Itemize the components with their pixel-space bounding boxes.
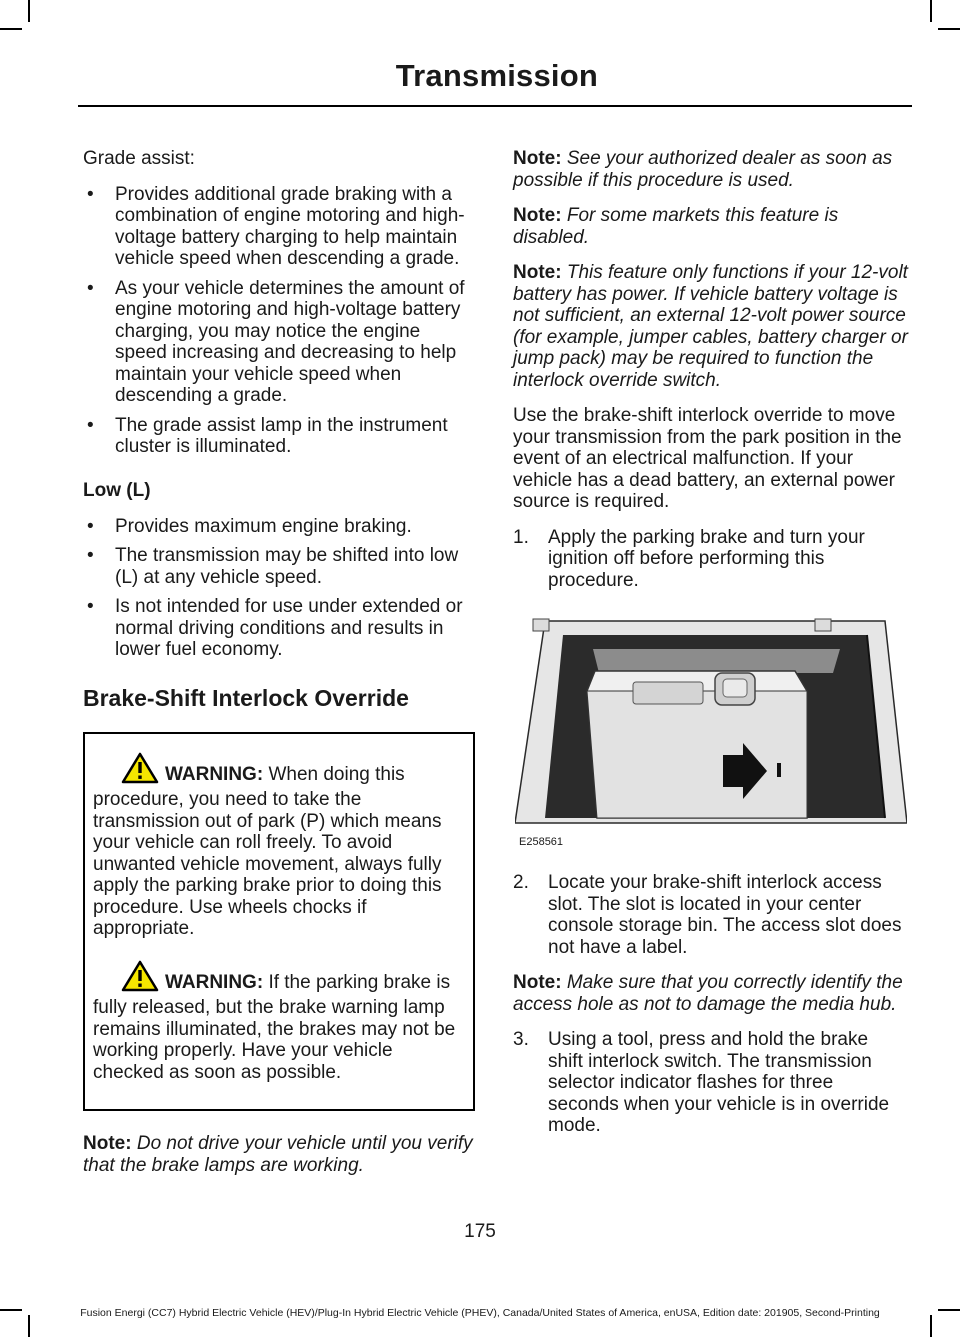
step-number: 3. — [513, 1029, 529, 1050]
note — [513, 972, 908, 1015]
warning-text: If the parking brake is fully released, but the brake warning lamp remains illuminated, the brakes may not be working properly. Have your vehicle checked as soon as possible. — [93, 971, 456, 1083]
header-divider — [78, 105, 912, 107]
right-column — [513, 148, 908, 1151]
list-item: • The grade assist lamp in the instrument cluster is illuminated. — [83, 415, 475, 458]
list-item: • Provides maximum engine braking. — [83, 516, 475, 538]
warning-paragraph — [93, 752, 465, 940]
warning-triangle-icon — [121, 960, 159, 998]
low-heading: Low (L) — [83, 479, 151, 501]
intro-paragraph: Use the brake-shift interlock override to move your transmission from the park position in the event of an electrical malfunction. If your vehicle has a dead battery, an external power source is required. — [513, 405, 902, 512]
note-text: For some markets this feature is disabled. — [513, 205, 839, 248]
note-label: Note: — [83, 1133, 132, 1154]
note-label: Note: — [513, 262, 562, 283]
list-item: • Provides additional grade braking with a combination of engine motoring and high-voltage battery charging to help maintain vehicle speed when descending a grade. — [83, 184, 475, 270]
note-text: Do not drive your vehicle until you verify that the brake lamps are working. — [83, 1133, 473, 1176]
left-column — [83, 148, 475, 1190]
crop-mark — [938, 28, 960, 30]
steps-list — [513, 527, 908, 592]
step-item — [513, 872, 908, 958]
warning-label: WARNING: — [165, 971, 264, 993]
note-label: Note: — [513, 972, 562, 993]
step-number: 1. — [513, 526, 529, 548]
footer-text: Fusion Energi (CC7) Hybrid Electric Vehicle (HEV)/Plug-In Hybrid Electric Vehicle (PHEV), Canada/United States of America, enUSA, Edition date: 201905, Second-Printing — [80, 1307, 880, 1319]
crop-mark — [0, 28, 22, 30]
steps-list — [513, 872, 908, 958]
page-number: 175 — [464, 1221, 496, 1242]
step-text: Using a tool, press and hold the brake shift interlock switch. The transmission selector indicator flashes for three seconds when your vehicle is in override mode. — [548, 1029, 890, 1136]
crop-mark — [28, 0, 30, 22]
note — [83, 1133, 475, 1176]
low-list — [83, 516, 475, 661]
step-item — [513, 1029, 908, 1137]
page-title: Transmission — [395, 58, 598, 93]
warning-box — [83, 732, 475, 1112]
step-item — [513, 527, 908, 592]
warning-paragraph — [93, 960, 465, 1084]
note-text: See your authorized dealer as soon as possible if this procedure is used. — [513, 148, 893, 191]
section-heading: Brake-Shift Interlock Override — [83, 684, 409, 711]
note-label: Note: — [513, 205, 562, 226]
warning-label: WARNING: — [165, 763, 264, 785]
list-item: • Is not intended for use under extended or normal driving conditions and results in lower fuel economy. — [83, 596, 475, 661]
console-storage-illustration — [515, 613, 907, 848]
list-item: • As your vehicle determines the amount of engine motoring and high-voltage battery charging, you may notice the engine speed increasing and decreasing to help maintain your vehicle speed when descending a grade. — [83, 278, 475, 407]
note-label: Note: — [513, 148, 562, 169]
console-illustration-svg — [515, 613, 907, 835]
steps-list — [513, 1029, 908, 1137]
warning-text: When doing this procedure, you need to take the transmission out of park (P) which means your vehicle can roll freely. To avoid unwanted vehicle movement, always fully apply the parking brake prior to doing this procedure. Use wheels chocks if appropriate. — [93, 763, 442, 939]
figure-code: E258561 — [519, 836, 564, 848]
list-item: • The transmission may be shifted into low (L) at any vehicle speed. — [83, 545, 475, 588]
step-number: 2. — [513, 872, 529, 893]
note — [513, 262, 908, 391]
note — [513, 148, 908, 191]
note-text: Make sure that you correctly identify the access hole as not to damage the media hub. — [513, 972, 903, 1015]
grade-assist-heading: Grade assist: — [83, 148, 195, 169]
step-text: Locate your brake-shift interlock access slot. The slot is located in your center console storage bin. The access slot does not have a label. — [548, 872, 902, 958]
step-text: Apply the parking brake and turn your ignition off before performing this procedure. — [548, 526, 865, 591]
crop-mark — [930, 0, 932, 22]
note-text: This feature only functions if your 12-volt battery has power. If vehicle battery voltage is not sufficient, an external 12-volt power source (for example, jumper cables, battery charger or jump pack) may be required to function the interlock override switch. — [513, 262, 908, 391]
warning-triangle-icon — [121, 752, 159, 790]
grade-assist-list — [83, 184, 475, 458]
note — [513, 205, 908, 248]
